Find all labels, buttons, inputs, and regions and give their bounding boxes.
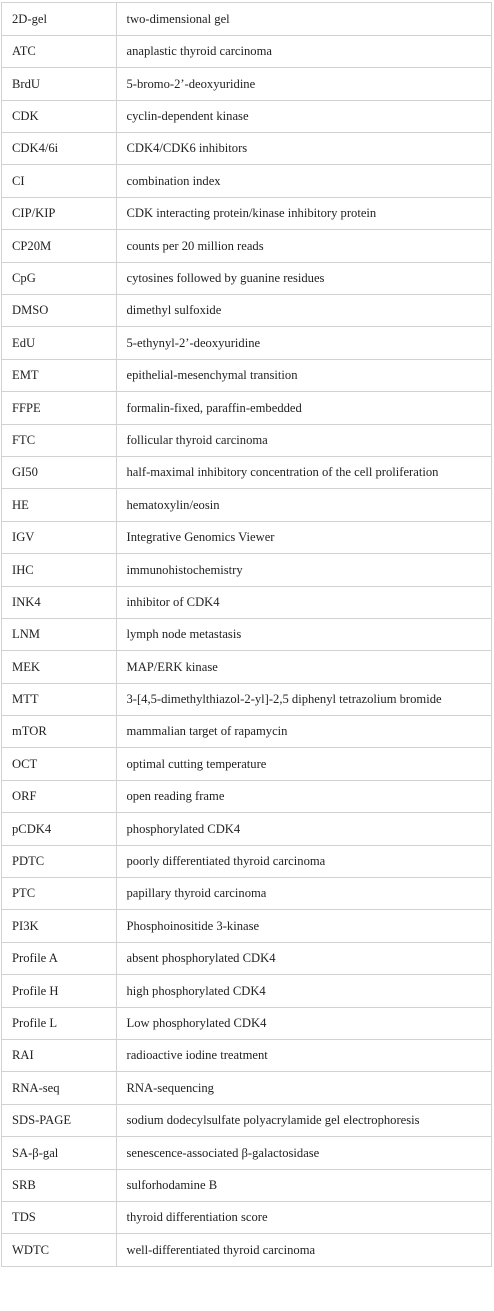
definition-cell: CDK4/CDK6 inhibitors <box>116 133 491 165</box>
table-row <box>2 1104 491 1136</box>
definition-cell: senescence-associated β-galactosidase <box>116 1137 491 1169</box>
table-row <box>2 262 491 294</box>
definition-cell: sodium dodecylsulfate polyacrylamide gel electrophoresis <box>116 1104 491 1136</box>
definition-cell: sulforhodamine B <box>116 1169 491 1201</box>
table-row <box>2 165 491 197</box>
abbreviation-cell: CP20M <box>2 230 116 262</box>
table-row <box>2 1072 491 1104</box>
abbreviation-cell: TDS <box>2 1201 116 1233</box>
definition-cell: hematoxylin/eosin <box>116 489 491 521</box>
table-row <box>2 878 491 910</box>
abbreviation-cell: CI <box>2 165 116 197</box>
abbreviation-cell: OCT <box>2 748 116 780</box>
definition-cell: counts per 20 million reads <box>116 230 491 262</box>
abbreviation-cell: WDTC <box>2 1234 116 1266</box>
table-row <box>2 1201 491 1233</box>
table-row <box>2 521 491 553</box>
definition-cell: immunohistochemistry <box>116 554 491 586</box>
abbreviation-cell: EMT <box>2 359 116 391</box>
definition-cell: anaplastic thyroid carcinoma <box>116 35 491 67</box>
abbreviation-cell: IGV <box>2 521 116 553</box>
abbreviation-cell: CIP/KIP <box>2 197 116 229</box>
table-row <box>2 942 491 974</box>
abbreviation-cell: 2D-gel <box>2 3 116 35</box>
abbreviation-cell: INK4 <box>2 586 116 618</box>
abbreviation-cell: PI3K <box>2 910 116 942</box>
table-row <box>2 359 491 391</box>
definition-cell: poorly differentiated thyroid carcinoma <box>116 845 491 877</box>
table-row <box>2 230 491 262</box>
table-row <box>2 780 491 812</box>
table-row <box>2 748 491 780</box>
abbreviation-cell: Profile H <box>2 975 116 1007</box>
abbreviation-cell: RAI <box>2 1040 116 1072</box>
table-row <box>2 683 491 715</box>
abbreviation-cell: CDK4/6i <box>2 133 116 165</box>
abbreviation-cell: ORF <box>2 780 116 812</box>
definition-cell: Integrative Genomics Viewer <box>116 521 491 553</box>
abbreviation-cell: FTC <box>2 424 116 456</box>
abbreviation-cell: Profile A <box>2 942 116 974</box>
table-row <box>2 618 491 650</box>
table-row <box>2 100 491 132</box>
abbreviations-table <box>1 2 492 1267</box>
abbreviation-cell: GI50 <box>2 456 116 488</box>
table-row <box>2 456 491 488</box>
definition-cell: half-maximal inhibitory concentration of the cell proliferation <box>116 456 491 488</box>
definition-cell: 5-ethynyl-2’-deoxyuridine <box>116 327 491 359</box>
table-row <box>2 133 491 165</box>
table-row <box>2 651 491 683</box>
abbreviation-cell: FFPE <box>2 392 116 424</box>
abbreviation-cell: RNA-seq <box>2 1072 116 1104</box>
table-row <box>2 424 491 456</box>
definition-cell: combination index <box>116 165 491 197</box>
definition-cell: 5-bromo-2’-deoxyuridine <box>116 68 491 100</box>
definition-cell: epithelial-mesenchymal transition <box>116 359 491 391</box>
definition-cell: high phosphorylated CDK4 <box>116 975 491 1007</box>
abbreviation-cell: SRB <box>2 1169 116 1201</box>
abbreviation-cell: ATC <box>2 35 116 67</box>
abbreviation-cell: CpG <box>2 262 116 294</box>
definition-cell: inhibitor of CDK4 <box>116 586 491 618</box>
abbreviations-table-grid <box>2 3 491 1267</box>
table-body <box>2 3 491 1266</box>
table-row <box>2 3 491 35</box>
definition-cell: two-dimensional gel <box>116 3 491 35</box>
abbreviation-cell: IHC <box>2 554 116 586</box>
abbreviation-cell: SDS-PAGE <box>2 1104 116 1136</box>
table-row <box>2 1007 491 1039</box>
definition-cell: cyclin-dependent kinase <box>116 100 491 132</box>
definition-cell: cytosines followed by guanine residues <box>116 262 491 294</box>
definition-cell: radioactive iodine treatment <box>116 1040 491 1072</box>
definition-cell: CDK interacting protein/kinase inhibitory protein <box>116 197 491 229</box>
table-row <box>2 910 491 942</box>
definition-cell: mammalian target of rapamycin <box>116 716 491 748</box>
definition-cell: absent phosphorylated CDK4 <box>116 942 491 974</box>
table-row <box>2 586 491 618</box>
abbreviation-cell: PTC <box>2 878 116 910</box>
definition-cell: Phosphoinositide 3-kinase <box>116 910 491 942</box>
definition-cell: open reading frame <box>116 780 491 812</box>
abbreviation-cell: Profile L <box>2 1007 116 1039</box>
table-row <box>2 1234 491 1266</box>
table-row <box>2 1137 491 1169</box>
definition-cell: papillary thyroid carcinoma <box>116 878 491 910</box>
table-row <box>2 392 491 424</box>
table-row <box>2 975 491 1007</box>
table-row <box>2 716 491 748</box>
abbreviation-cell: CDK <box>2 100 116 132</box>
definition-cell: Low phosphorylated CDK4 <box>116 1007 491 1039</box>
abbreviation-cell: EdU <box>2 327 116 359</box>
definition-cell: well-differentiated thyroid carcinoma <box>116 1234 491 1266</box>
table-row <box>2 295 491 327</box>
table-row <box>2 489 491 521</box>
table-row <box>2 554 491 586</box>
definition-cell: phosphorylated CDK4 <box>116 813 491 845</box>
definition-cell: optimal cutting temperature <box>116 748 491 780</box>
definition-cell: follicular thyroid carcinoma <box>116 424 491 456</box>
table-row <box>2 1169 491 1201</box>
table-row <box>2 68 491 100</box>
abbreviation-cell: SA-β-gal <box>2 1137 116 1169</box>
abbreviation-cell: MTT <box>2 683 116 715</box>
abbreviation-cell: BrdU <box>2 68 116 100</box>
abbreviation-cell: LNM <box>2 618 116 650</box>
definition-cell: MAP/ERK kinase <box>116 651 491 683</box>
definition-cell: lymph node metastasis <box>116 618 491 650</box>
definition-cell: dimethyl sulfoxide <box>116 295 491 327</box>
table-row <box>2 327 491 359</box>
table-row <box>2 813 491 845</box>
definition-cell: RNA-sequencing <box>116 1072 491 1104</box>
definition-cell: thyroid differentiation score <box>116 1201 491 1233</box>
abbreviation-cell: PDTC <box>2 845 116 877</box>
abbreviation-cell: DMSO <box>2 295 116 327</box>
abbreviation-cell: mTOR <box>2 716 116 748</box>
table-row <box>2 35 491 67</box>
table-row <box>2 845 491 877</box>
table-row <box>2 197 491 229</box>
table-row <box>2 1040 491 1072</box>
abbreviation-cell: HE <box>2 489 116 521</box>
abbreviation-cell: MEK <box>2 651 116 683</box>
definition-cell: 3-[4,5-dimethylthiazol-2-yl]-2,5 diphenyl tetrazolium bromide <box>116 683 491 715</box>
definition-cell: formalin-fixed, paraffin-embedded <box>116 392 491 424</box>
abbreviation-cell: pCDK4 <box>2 813 116 845</box>
